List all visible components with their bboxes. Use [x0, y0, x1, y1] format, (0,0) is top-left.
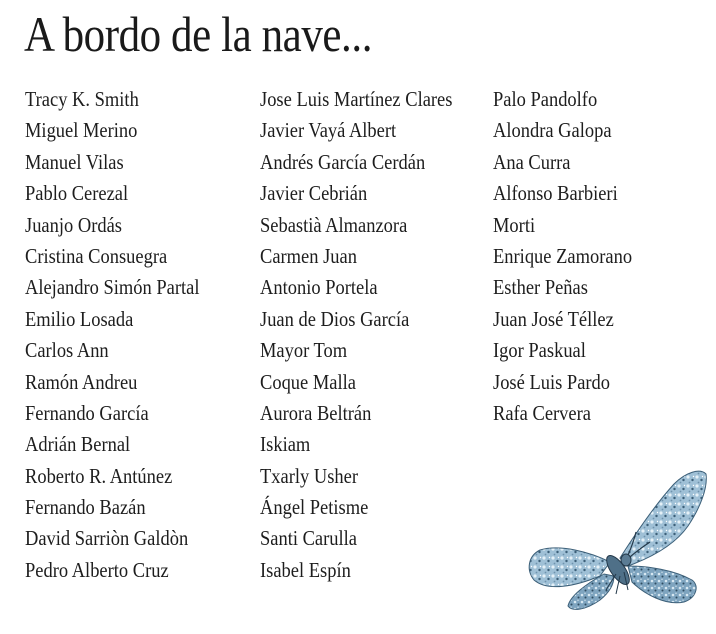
- name-item: Ramón Andreu: [25, 369, 138, 394]
- name-item: Enrique Zamorano: [493, 243, 633, 268]
- name-item: Fernando García: [25, 400, 149, 425]
- page-title: A bordo de la nave...: [24, 6, 373, 62]
- name-item: Carmen Juan: [260, 243, 358, 268]
- name-item: Aurora Beltrán: [260, 400, 372, 425]
- name-item: Andrés García Cerdán: [260, 149, 426, 174]
- name-item: Pedro Alberto Cruz: [25, 557, 169, 582]
- name-item: Tracy K. Smith: [25, 87, 139, 111]
- name-item: Alondra Galopa: [493, 118, 612, 143]
- name-item: Javier Vayá Albert: [260, 118, 397, 143]
- moth-illustration: [524, 466, 710, 614]
- name-item: José Luis Pardo: [493, 369, 611, 394]
- name-item: Adrián Bernal: [25, 432, 131, 457]
- name-item: Coque Malla: [260, 369, 356, 394]
- name-item: Pablo Cerezal: [25, 181, 129, 206]
- name-item: Sebastià Almanzora: [260, 212, 408, 237]
- name-item: Isabel Espín: [260, 557, 351, 582]
- name-item: Igor Paskual: [493, 338, 586, 363]
- name-item: Juan de Dios García: [260, 306, 410, 331]
- name-item: Santi Carulla: [260, 526, 358, 551]
- name-item: Fernando Bazán: [25, 495, 146, 520]
- name-item: Mayor Tom: [260, 338, 348, 363]
- name-item: Miguel Merino: [25, 118, 138, 143]
- name-item: Ángel Petisme: [260, 495, 369, 520]
- name-item: Ana Curra: [493, 149, 571, 174]
- names-column-3: [493, 84, 651, 429]
- name-item: Javier Cebrián: [260, 181, 368, 206]
- name-item: Juanjo Ordás: [25, 212, 123, 237]
- name-item: Manuel Vilas: [25, 149, 124, 174]
- name-item: Emilio Losada: [25, 306, 134, 331]
- name-item: David Sarriòn Galdòn: [25, 526, 189, 551]
- name-item: Alfonso Barbieri: [493, 181, 618, 206]
- name-item: Cristina Consuegra: [25, 243, 168, 268]
- name-item: Txarly Usher: [260, 463, 359, 488]
- name-item: Carlos Ann: [25, 338, 109, 363]
- names-column-1: [25, 84, 223, 586]
- name-item: Jose Luis Martínez Clares: [260, 87, 453, 111]
- name-item: Palo Pandolfo: [493, 87, 598, 111]
- name-item: Roberto R. Antúnez: [25, 463, 173, 488]
- names-column-2: [260, 84, 479, 586]
- name-item: Iskiam: [260, 432, 311, 457]
- name-item: Antonio Portela: [260, 275, 378, 300]
- name-item: Esther Peñas: [493, 275, 588, 300]
- name-item: Morti: [493, 212, 536, 237]
- name-item: Juan José Téllez: [493, 306, 614, 331]
- name-item: Alejandro Simón Partal: [25, 275, 200, 300]
- name-item: Rafa Cervera: [493, 400, 591, 425]
